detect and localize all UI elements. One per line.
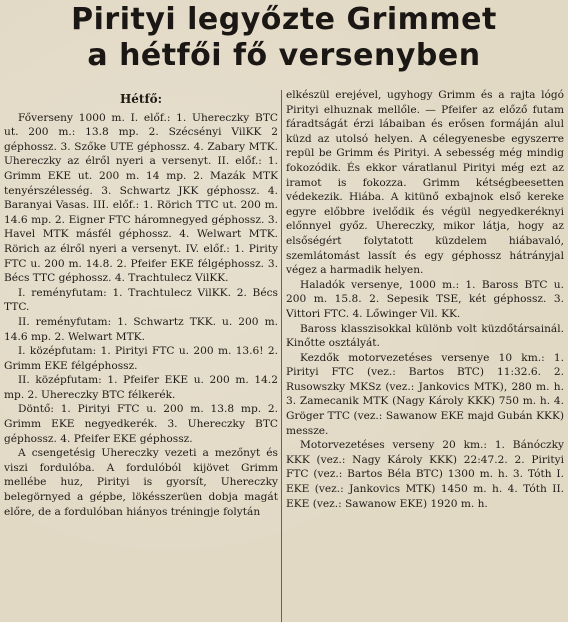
paragraph-repechage-2: II. reményfutam: 1. Schwartz TKK. u. 200 m. 14.6 mp. 2. Welwart MTK. [4,315,278,343]
paragraph-motor-race-20km: Motorvezetéses verseny 20 km.: 1. Bánóczky KKK (vez.: Nagy Károly KKK) 22:47.2. 2. Pirityi FTC (vez.: Bartos Béla BTC) 1300 m. h. 3. Tóth I. EKE (vez.: Jankovics MTK) 1450 m. h. 4. Tóth II. EKE (vez.: Sawanow EKE) 1920 m. h. [286,439,564,510]
paragraph-advanced-race: Haladók versenye, 1000 m.: 1. Baross BTC u. 200 m. 15.8. 2. Sepesik TSE, két géphossz. 3. Vittori FTC. 4. Lőwinger Vil. KK. [286,278,564,320]
headline-line-1: Pirityi legyőzte Grimmet [71,2,497,37]
paragraph-race-report-continued: elkészül erejével, ugyhogy Grimm és a rajta lógó Pirityi elhuznak mellőle. — Pfeifer az előző futam fáradtságát érzi lábaiban és erősen formáján alul küzd az utolsó helyen. A célegyenesbe egyszerre repül be Grimm és Pirityi. A sebesség még mindig fokozódik. És ekkor váratlanul Pirityi még ezt az iramot is fokozza. Grimm kétségbeesetten védekezik. Hiába. A kitünő exbajnok első kereke egyre előbbre ivelődik és végül negyedkeréknyi előnnyel győz. Uhereczky, mikor látja, hogy az elsőségért folytatott küzdelem hiábavaló, szemlátomást lassít és egy géphossz hátrányjal végez a harmadik helyen. [286,89,564,277]
right-column [286,88,564,622]
paragraph-main-race: Főverseny 1000 m. I. előf.: 1. Uhereczky BTC ut. 200 m.: 13.8 mp. 2. Szécsényi VilKK 2 géphossz. 3. Szőke UTE géphossz. 4. Zabary MTK. Uhereczky az élről nyeri a versenyt. II. előf.: 1. Grimm EKE ut. 200 m. 14 mp. 2. Mazák MTK tenyérszélesség. 3. Schwartz JKK géphossz. 4. Baranyai Vasas. III. előf.: 1. Rörich TTC ut. 200 m. 14.6 mp. 2. Eigner FTC háromnegyed géphossz. 3. Havel MTK másfél géphossz. 4. Welwart MTK. Rörich az élről nyeri a versenyt. IV. előf.: 1. Pirity FTC u. 200 m. 14.8. 2. Pfeifer EKE félgéphossz. 3. Bécs TTC géphossz. 4. Trachtulecz VilKK. [4,111,278,285]
headline-line-2: a hétfői fő versenyben [87,38,481,73]
paragraph-semifinal-1: I. középfutam: 1. Pirityi FTC u. 200 m. 13.6! 2. Grimm EKE félgéphossz. [4,345,278,372]
paragraph-repechage-1: I. reményfutam: 1. Trachtulecz VilKK. 2. Bécs TTC. [4,286,278,314]
paragraph-semifinal-2: II. középfutam: 1. Pfeifer EKE u. 200 m. 14.2 mp. 2. Uhereczky BTC félkerék. [4,374,278,401]
paragraph-baross-comment: Baross klasszisokkal különb volt küzdőtársainál. Kinőtte osztályát. [286,322,564,350]
section-subhead: Hétfő: [119,92,163,106]
left-column [4,88,278,622]
paragraph-beginners-motor-race: Kezdők motorvezetéses versenye 10 km.: 1. Pirityi FTC (vez.: Bartos BTC) 11:32.6. 2. Rusowszky MKSz (vez.: Jankovics MTK), 280 m. h. 3. Zamecanik MTK (Nagy Károly KKK) 750 m. h. 4. Gröger TTC (vez.: Sawanow EKE majd Gubán KKK) messze. [286,351,564,437]
column-divider [281,90,282,622]
paragraph-race-report: A csengetésig Uhereczky vezeti a mezőnyt és viszi fordulóba. A fordulóból kijövet Grimm mellébe huz, Pirityi is gyorsít, Uhereczky belegörnyed a gépbe, lökésszerüen dobja magát előre, de a fordulóban hiányos tréningje folytán [4,447,278,518]
headline [0,2,568,74]
paragraph-final: Döntő: 1. Pirityi FTC u. 200 m. 13.8 mp. 2. Grimm EKE negyedkerék. 3. Uhereczky BTC géphossz. 4. Pfeifer EKE géphossz. [4,403,278,445]
